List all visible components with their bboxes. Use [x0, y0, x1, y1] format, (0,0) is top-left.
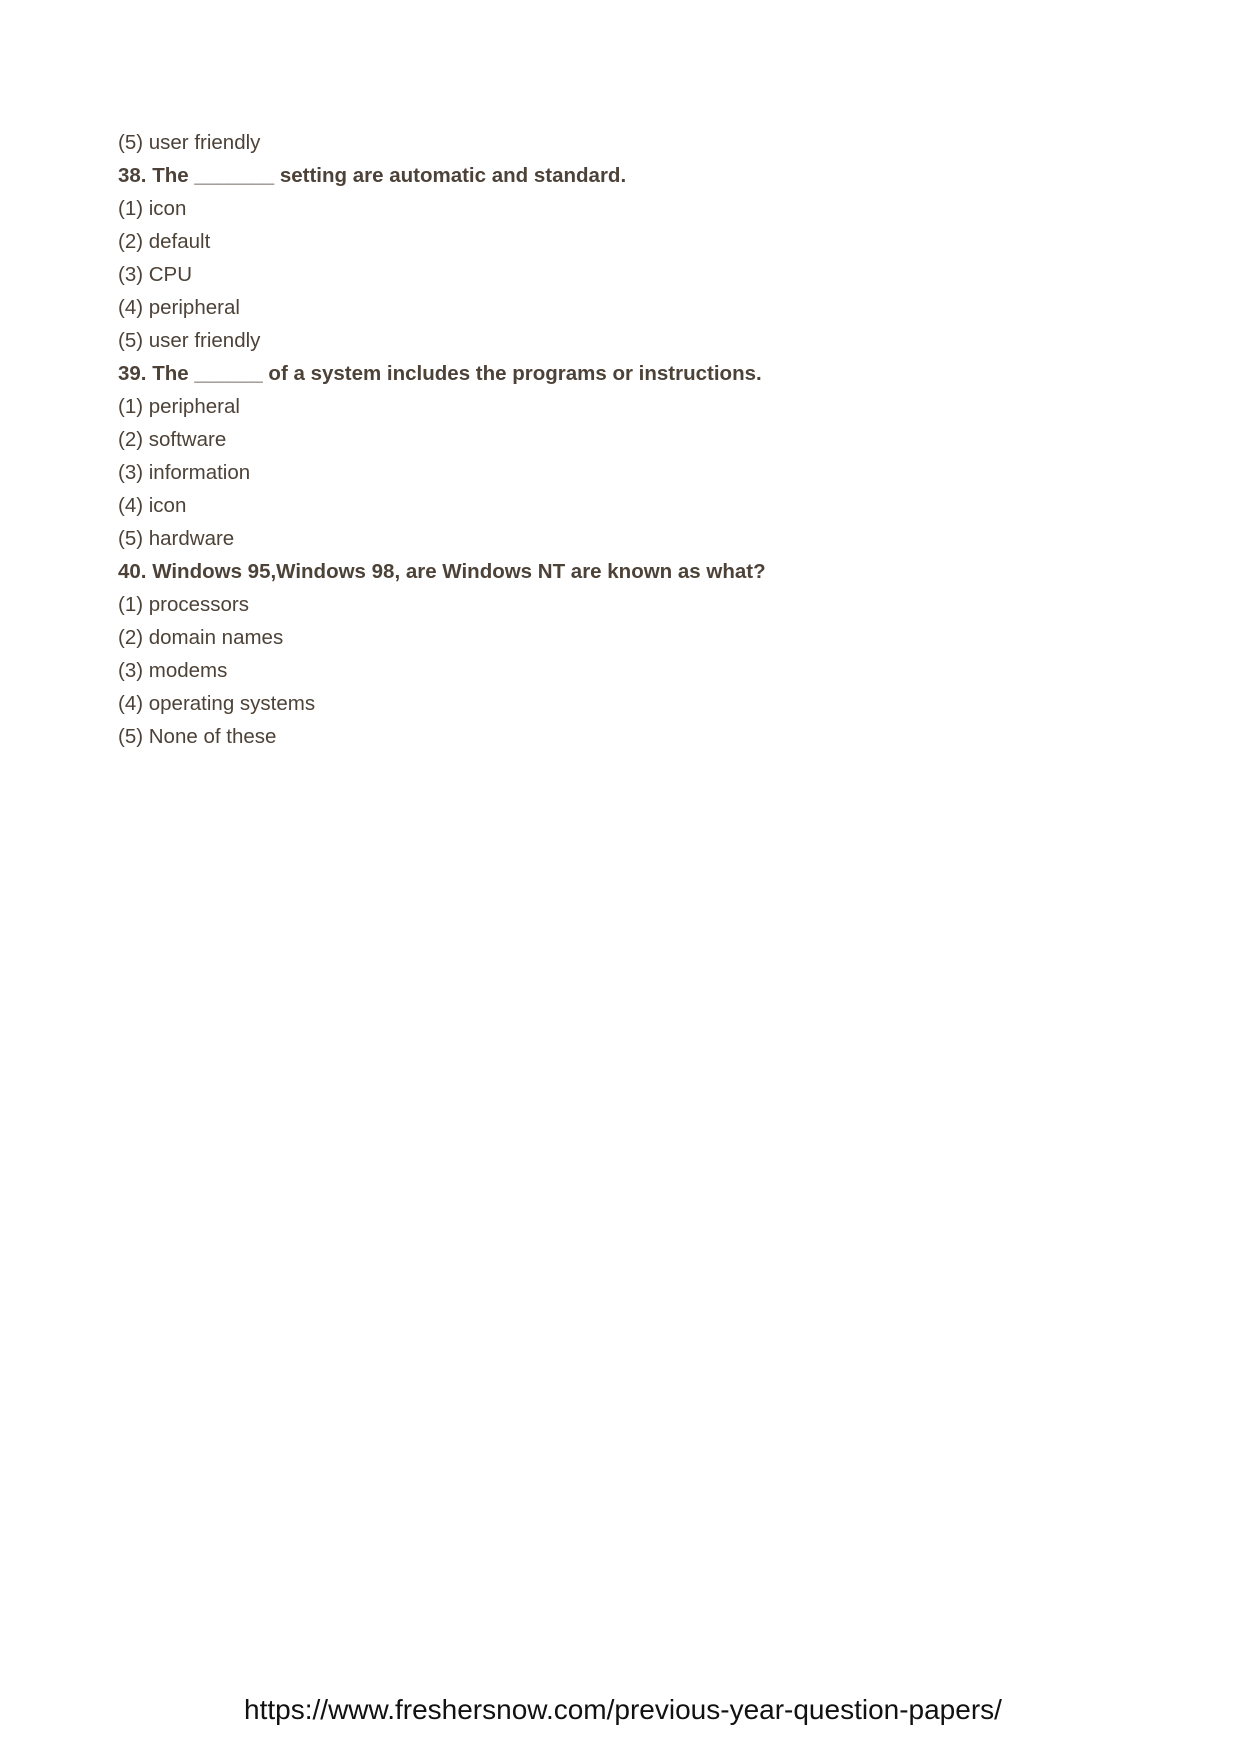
- question-text: 39. The ______ of a system includes the programs or instructions.: [118, 362, 762, 385]
- option-text: (5) None of these: [118, 725, 277, 748]
- option-text: (5) user friendly: [118, 131, 261, 154]
- option-text: (4) icon: [118, 494, 187, 517]
- option-text: (2) default: [118, 230, 211, 253]
- option-text: (4) operating systems: [118, 692, 316, 715]
- option-text: (2) software: [118, 428, 227, 451]
- footer-url: https://www.freshersnow.com/previous-year-question-papers/: [244, 1694, 1002, 1725]
- option-text: (3) information: [118, 461, 251, 484]
- question-block: [118, 555, 766, 753]
- question-block: [118, 159, 766, 357]
- option-text: (5) user friendly: [118, 329, 261, 352]
- question-text: 38. The _______ setting are automatic and standard.: [118, 164, 627, 187]
- option-text: (2) domain names: [118, 626, 284, 649]
- question-list: [118, 126, 766, 753]
- question-block: [118, 357, 766, 555]
- option-text: (3) modems: [118, 659, 228, 682]
- option-text: (1) peripheral: [118, 395, 240, 418]
- option-text: (1) icon: [118, 197, 187, 220]
- option-text: (5) hardware: [118, 527, 235, 550]
- option-text: (4) peripheral: [118, 296, 240, 319]
- option-text: (3) CPU: [118, 263, 193, 286]
- question-text: 40. Windows 95,Windows 98, are Windows NT are known as what?: [118, 560, 766, 583]
- option-text: (1) processors: [118, 593, 250, 616]
